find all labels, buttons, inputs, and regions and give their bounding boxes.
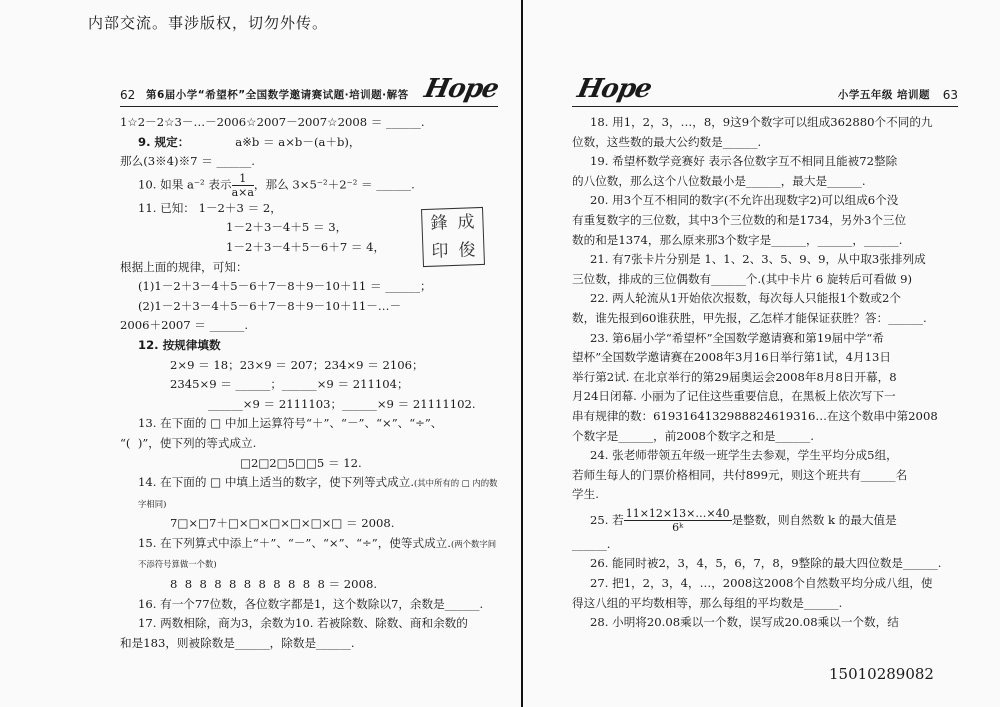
q15-line1: 15. 在下列算式中添上“＋”、“－”、“×”、“÷”，使等式成立. — [138, 535, 451, 550]
q26: 26. 能同时被2，3，4，5，6，7，8，9整除的最大四位数是______. — [590, 556, 942, 571]
q24-line2: 若师生每人的门票价格相同，共付899元，则这个班共有______名 — [572, 467, 908, 482]
q10-end: ，那么 3×5⁻²＋2⁻² ＝ ______. — [253, 177, 415, 192]
q12-line3: ______×9 ＝ 2111103；______×9 ＝ 21111102. — [208, 396, 476, 411]
q10-fraction: $\frac{1}{a\times a}$ — [231, 171, 254, 199]
right-page-title: 小学五年级 培训题 — [837, 89, 930, 101]
q20-line2: 有重复数字的三位数，其中3个三位数的和是1734，另外3个三位 — [572, 212, 907, 227]
q25-blank: ______. — [572, 536, 611, 551]
q21-line1: 21. 有7张卡片分别是 1、1、2、3、5、9、9，从中取3张排列成 — [590, 252, 926, 267]
q18-line2: 位数，这些数的最大公约数是______. — [572, 134, 762, 149]
left-page-title: 第6届小学“希望杯”全国数学邀请赛试题·培训题·解答 — [146, 89, 409, 101]
q12-line1: 2×9 ＝ 18；23×9 ＝ 207；234×9 ＝ 2106； — [170, 357, 424, 372]
left-page — [120, 70, 502, 653]
q12-line2: 2345×9 ＝ ______；______×9 ＝ 211104； — [170, 377, 409, 392]
q9-question: 那么(3※4)※7 ＝ ______. — [120, 154, 255, 169]
line-l1: 1☆2－2☆3－…－2006☆2007－2007☆2008 ＝ ______. — [120, 115, 425, 129]
right-page — [572, 70, 958, 633]
hope-logo: Hope — [422, 74, 502, 104]
q11-line2: 1－2＋3－4＋5 ＝ 3， — [226, 220, 348, 235]
q25-end: 是整数，则自然数 k 的最大值是 — [731, 512, 897, 527]
q19-line2: 的八位数，那么这个八位数最小是______，最大是______. — [572, 173, 866, 188]
left-page-number: 62 — [120, 88, 136, 102]
q15-equation: 8 8 8 8 8 8 8 8 8 8 8 ＝ 2008. — [170, 577, 378, 592]
left-page-content — [120, 113, 498, 653]
q23-line4: 月24日闭幕. 小丽为了记住这些重要信息，在黑板上依次写下一 — [572, 389, 896, 404]
q23-line5: 串有规律的数：6193164132988824619316…在这个数串中第2008 — [572, 408, 938, 423]
right-page-header — [572, 70, 958, 107]
q17-line2: 和是183，则被除数是______，除数是______. — [120, 635, 355, 650]
q9-def: a※b ＝ a×b－(a＋b)， — [235, 134, 361, 149]
q24-line1: 24. 张老师带领五年级一班学生去参观，学生平均分成5组， — [590, 448, 898, 463]
q28: 28. 小明将20.08乘以一个数，误写成20.08乘以一个数，结 — [590, 615, 899, 630]
q25-fraction: $\frac{11\times 12\times 13\times\dots\times 40}{\text{6ᵏ}}$ — [625, 507, 730, 535]
q23-line1: 23. 第6届小学“希望杯”全国数学邀请赛和第19届中学“希 — [590, 330, 884, 345]
q23-line3: 举行第2试. 在北京举行的第29届奥运会2008年8月8日开幕，8 — [572, 369, 897, 384]
q22-line2: 数，谁先报到60谁获胜，甲先报，乙怎样才能保证获胜？答：______. — [572, 310, 927, 325]
q24-line3: 学生. — [572, 487, 599, 502]
q15-note: (两个数字间不添符号算做一个数) — [138, 538, 497, 570]
book-spine — [521, 0, 523, 707]
q22-line1: 22. 两人轮流从1开始依次报数，每次每人只能报1个数或2个 — [590, 291, 901, 306]
q10-start: 10. 如果 a⁻² 表示 — [138, 177, 232, 192]
q21-line2: 三位数，排成的三位偶数有______个.(其中卡片 6 旋转后可看做 9) — [572, 271, 912, 286]
q13-line2: “( )”，使下列的等式成立. — [120, 435, 257, 450]
q19-line1: 19. 希望杯数学竞赛好 表示各位数字互不相同且能被72整除 — [590, 154, 898, 169]
q12-label: 12. 按规律填数 — [138, 337, 221, 352]
right-page-number: 63 — [942, 88, 958, 102]
seal-stamp: 鋒 成 印 俊 — [421, 207, 485, 267]
q13-equation: □2□2□5□□5 ＝ 12. — [240, 455, 362, 470]
q14-note: (其中所有的 □ 内的数字相同) — [138, 478, 498, 509]
top-note: 内部交流。事涉版权，切勿外传。 — [88, 14, 329, 32]
q23-line6: 个数字是______，前2008个数字之和是______. — [572, 428, 814, 443]
q11-line7: 2006＋2007 ＝ ______. — [120, 318, 249, 333]
q27-line2: 得这八组的平均数相等，那么每组的平均数是______. — [572, 595, 843, 610]
q11-line5: (1)1－2＋3－4＋5－6＋7－8＋9－10＋11 ＝ ______； — [138, 279, 432, 294]
q25-start: 25. 若 — [590, 512, 624, 527]
left-page-header — [120, 70, 502, 107]
q14-equation: 7□×□7＋□×□×□×□×□×□ ＝ 2008. — [170, 516, 395, 531]
q17-line1: 17. 两数相除，商为3，余数为10. 若被除数、除数、商和余数的 — [138, 616, 468, 631]
q11-line3: 1－2＋3－4＋5－6＋7 ＝ 4， — [226, 239, 386, 254]
q11-line4: 根据上面的规律，可知： — [120, 259, 248, 274]
q11-line6: (2)1－2＋3－4＋5－6＋7－8＋9－10＋11－…－ — [138, 298, 402, 313]
q27-line1: 27. 把1，2，3，4，…，2008这2008个自然数平均分成八组，使 — [590, 576, 933, 591]
q9-label: 9. 规定： — [138, 134, 190, 149]
q11-line1: 11. 已知： 1－2＋3 ＝ 2， — [138, 200, 282, 215]
q23-line2: 望杯”全国数学邀请赛在2008年3月16日举行第1试，4月13日 — [572, 350, 891, 365]
q16: 16. 有一个77位数，各位数字都是1，这个数除以7，余数是______. — [138, 596, 484, 611]
q18-line1: 18. 用1，2，3，…，8，9这9个数字可以组成362880个不同的九 — [590, 115, 933, 129]
phone-number: 15010289082 — [829, 665, 934, 683]
q20-line3: 数的和是1374，那么原来那3个数字是______，______，______. — [572, 232, 903, 247]
q13-line1: 13. 在下面的 □ 中加上运算符号“＋”、“－”、“×”、“÷”、 — [138, 416, 443, 431]
hope-logo-right: Hope — [574, 74, 654, 104]
q20-line1: 20. 用3个互不相同的数字(不允许出现数字2)可以组成6个没 — [590, 193, 899, 208]
q14-line1: 14. 在下面的 □ 中填上适当的数字，使下列等式成立. — [138, 475, 415, 490]
right-page-content — [572, 113, 958, 633]
